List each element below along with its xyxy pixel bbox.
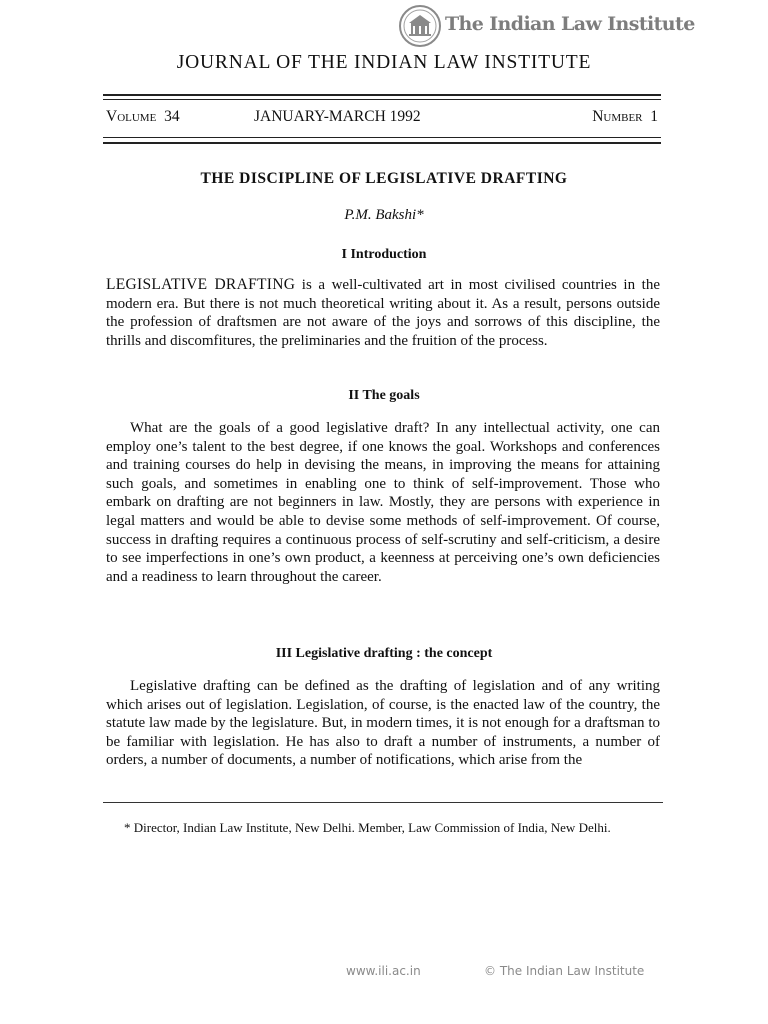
issue-date: JANUARY-MARCH 1992: [254, 108, 421, 125]
watermark-text: The Indian Law Institute: [445, 13, 695, 35]
number-label: Number: [592, 108, 643, 125]
section-body-goals: What are the goals of a good legislative draft? In any intellectual activity, one can employ one’s talent to the best degree, if one knows the goal. Workshops and conferences and training courses do help in devising the means, in improving the means for attaining such goals, and sometimes in enabling one to think of self-improvement. Those who embark on drafting are not beginners in law. Mostly, they are persons with experience in legal matters and would be able to devise some methods of self-improvement. Of course, success in drafting requires a continuous process of self-scrutiny and self-criticism, a desire to see imperfections in one’s own product, a keenness at perceiving one’s own deficiencies and a readiness to learn throughout the career.: [106, 420, 660, 585]
article-author: P.M. Bakshi*: [344, 207, 424, 223]
header-rule-top-thin: [103, 99, 661, 100]
footnote-rule: [103, 802, 663, 803]
footer-copyright: © The Indian Law Institute: [484, 964, 645, 978]
lead-in: LEGISLATIVE DRAFTING: [106, 276, 296, 293]
watermark: [398, 4, 695, 48]
volume-number: 34: [164, 108, 180, 125]
number-info: [592, 108, 658, 126]
volume-label: Volume: [106, 108, 157, 125]
header-rule-bottom: [103, 142, 661, 144]
number-value: 1: [650, 108, 658, 125]
section-heading-concept: III Legislative drafting : the concept: [275, 646, 493, 661]
header-rule-top: [103, 94, 661, 96]
section-heading-goals: II The goals: [348, 388, 420, 403]
journal-title: JOURNAL OF THE INDIAN LAW INSTITUTE: [176, 52, 592, 73]
section-body-concept: Legislative drafting can be defined as the drafting of legislation and of any writing which arises out of legislation. Legislation, of course, is the enacted law of the country, the statute law made by the legislature. But, in modern times, it is not enough for a draftsman to be familiar with legislation. He has also to draft a number of instruments, a number of orders, a number of documents, a number of notifications, which arise from the: [106, 678, 660, 769]
header-rule-bottom-thin: [103, 137, 661, 138]
section-heading-introduction: I Introduction: [341, 247, 427, 262]
footnote: * Director, Indian Law Institute, New Delhi. Member, Law Commission of India, New Delhi.: [124, 820, 611, 835]
section-body-introduction: [106, 276, 660, 350]
article-title: THE DISCIPLINE OF LEGISLATIVE DRAFTING: [200, 170, 568, 187]
institute-seal-icon: [398, 4, 442, 48]
issue-info: [106, 108, 658, 128]
footer-url: www.ili.ac.in: [346, 964, 421, 978]
introduction-text: is a well-cultivated art in most civilised countries in the modern era. But there is not much theoretical writing about it. As a result, persons outside the profession of draftsmen are not aware of the joys and sorrows of this discipline, the thrills and discomfitures, the preliminaries and the fruition of the process.: [106, 277, 660, 349]
volume-info: [106, 108, 180, 126]
